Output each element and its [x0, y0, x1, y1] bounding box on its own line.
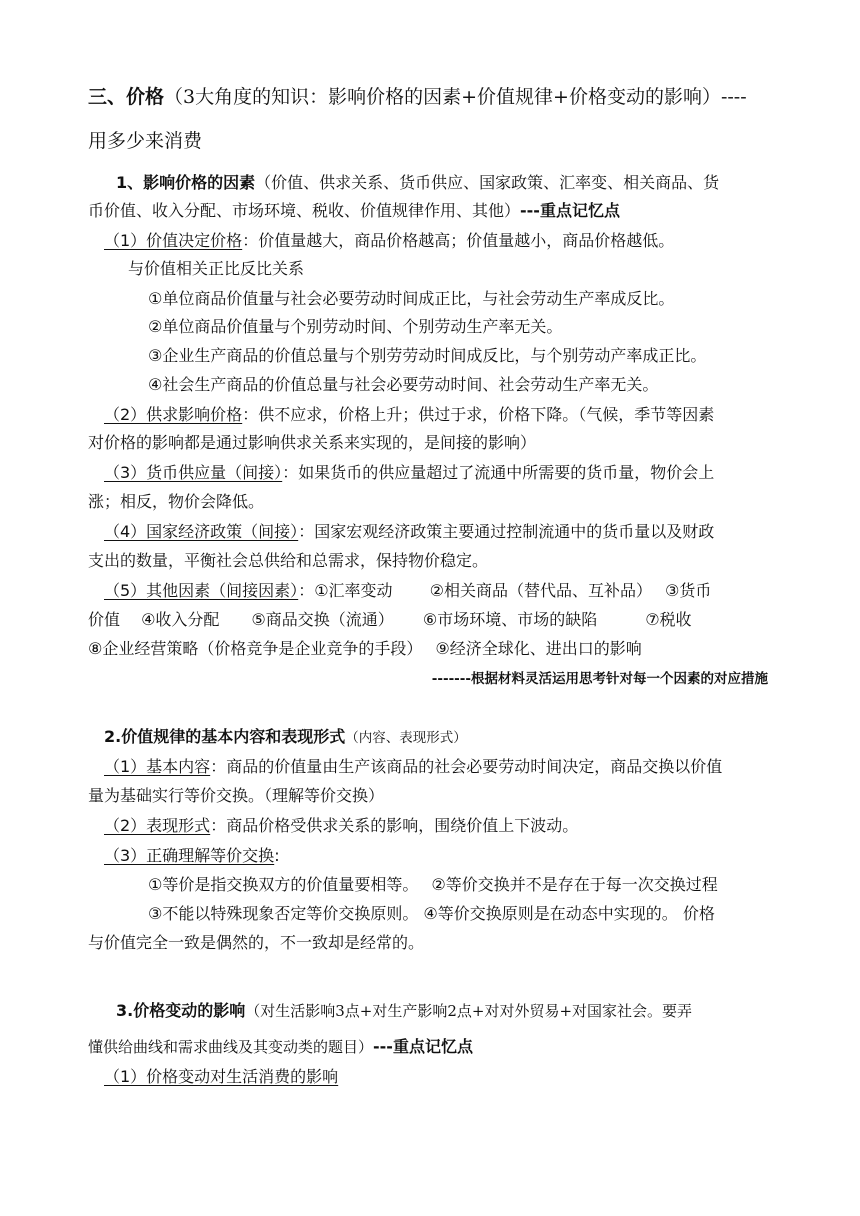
- part2-item2-text: ：商品价格受供求关系的影响，围绕价值上下波动。: [210, 816, 579, 835]
- part2-line-a: ①等价是指交换双方的价值量要相等。 ②等价交换并不是存在于每一次交换过程: [148, 875, 718, 894]
- part1-item1: [104, 230, 674, 252]
- part1-point-4: ④社会生产商品的价值总量与社会必要劳动时间、社会劳动生产率无关。: [148, 375, 659, 394]
- part3-item1-label: （1）价格变动对生活消费的影响: [104, 1067, 339, 1086]
- part1-item1-sub: 与价值相关正比反比关系: [128, 259, 305, 278]
- part1-item3-text-a: ：如果货币的供应量超过了流通中所需要的货币量，物价会上: [282, 463, 715, 482]
- part1-item3-text-b: 涨；相反，物价会降低。: [88, 492, 265, 511]
- part2-item2: [104, 815, 578, 837]
- part1-title-note-a: （价值、供求关系、货币供应、国家政策、汇率变、相关商品、货: [255, 173, 720, 192]
- part3-title-note-b: 懂供给曲线和需求曲线及其变动类的题目）: [88, 1038, 374, 1056]
- part3-title-line: [116, 1000, 692, 1022]
- part3-title-line-2: [88, 1036, 473, 1058]
- part1-item2-text-b: 对价格的影响都是通过影响供求关系来实现的，是间接的影响）: [88, 433, 537, 452]
- part1-item3: [104, 462, 714, 484]
- part2-item2-label: （2）表现形式: [104, 816, 211, 835]
- part2-item3-colon: :: [274, 846, 280, 865]
- part1-title-line: [116, 172, 719, 194]
- part2-item1-text-a: ：商品的价值量由生产该商品的社会必要劳动时间决定，商品交换以价值: [210, 757, 723, 776]
- part1-item3-label: （3）货币供应量（间接）: [104, 463, 283, 482]
- part3-item1: [104, 1066, 338, 1088]
- part2-title: 2.价值规律的基本内容和表现形式: [104, 727, 346, 746]
- section-heading-note-cont: 用多少来消费: [88, 130, 203, 152]
- part3-emphasis: ---重点记忆点: [373, 1037, 473, 1056]
- part1-item2: [104, 404, 714, 426]
- part2-item1-text-b: 量为基础实行等价交换。（理解等价交换）: [88, 786, 385, 805]
- part1-title-line-2: [88, 200, 620, 222]
- section-heading-note: （3大角度的知识：影响价格的因素+价值规律+价格变动的影响）----: [164, 86, 747, 108]
- part1-item4-text-a: ：国家宏观经济政策主要通过控制流通中的货币量以及财政: [298, 522, 715, 541]
- part1-item5-text-c: ⑧企业经营策略（价格竞争是企业竞争的手段） ⑨经济全球化、进出口的影响: [88, 639, 642, 658]
- part1-point-1: ①单位商品价值量与社会必要劳动时间成正比，与社会劳动生产率成反比。: [148, 289, 675, 308]
- part1-item5-label: （5）其他因素（间接因素）: [104, 581, 299, 600]
- part1-item1-text: ：价值量越大，商品价格越高；价值量越小，商品价格越低。: [242, 231, 675, 250]
- part1-title: 1、影响价格的因素: [116, 173, 256, 192]
- part1-item2-label: （2）供求影响价格: [104, 405, 243, 424]
- part2-item1-label: （1）基本内容: [104, 757, 211, 776]
- part1-item4-label: （4）国家经济政策（间接）: [104, 522, 299, 541]
- part1-emphasis: ---重点记忆点: [520, 201, 620, 220]
- part2-item3: [104, 845, 280, 867]
- part2-item3-label: （3）正确理解等价交换: [104, 846, 275, 865]
- part1-item4: [104, 521, 714, 543]
- part1-point-2: ②单位商品价值量与个别劳动时间、个别劳动生产率无关。: [148, 317, 563, 336]
- part2-title-note: （内容、表现形式）: [345, 730, 467, 746]
- part1-point-3: ③企业生产商品的价值总量与个别劳劳动时间成反比，与个别劳动产率成正比。: [148, 346, 707, 365]
- part2-line-b: ③不能以特殊现象否定等价交换原则。 ④等价交换原则是在动态中实现的。 价格: [148, 904, 715, 923]
- part1-item4-text-b: 支出的数量，平衡社会总供给和总需求，保持物价稳定。: [88, 551, 489, 570]
- part1-item2-text-a: ：供不应求，价格上升；供过于求，价格下降。（气候，季节等因素: [242, 405, 715, 424]
- part1-item5-text-b: 价值 ④收入分配 ⑤商品交换（流通） ⑥市场环境、市场的缺陷 ⑦税收: [88, 610, 692, 629]
- part1-item5-text-a: ：①汇率变动 ②相关商品（替代品、互补品） ③货币: [298, 581, 712, 600]
- section-title-line: [88, 86, 747, 108]
- part3-title-note-a: （对生活影响3点+对生产影响2点+对对外贸易+对国家社会。要弄: [245, 1002, 693, 1020]
- part3-title: 3.价格变动的影响: [116, 1001, 246, 1020]
- section-heading: 三、价格: [88, 86, 165, 108]
- part2-line-c: 与价值完全一致是偶然的，不一致却是经常的。: [88, 933, 425, 952]
- part2-item1: [104, 756, 722, 778]
- part1-closing: -------根据材料灵活运用思考针对每一个因素的对应措施: [431, 671, 768, 687]
- part1-title-note-b: 币价值、收入分配、市场环境、税收、价值规律作用、其他）: [88, 201, 521, 220]
- part1-item1-label: （1）价值决定价格: [104, 231, 243, 250]
- part2-title-line: [104, 726, 467, 749]
- part1-item5: [104, 580, 711, 602]
